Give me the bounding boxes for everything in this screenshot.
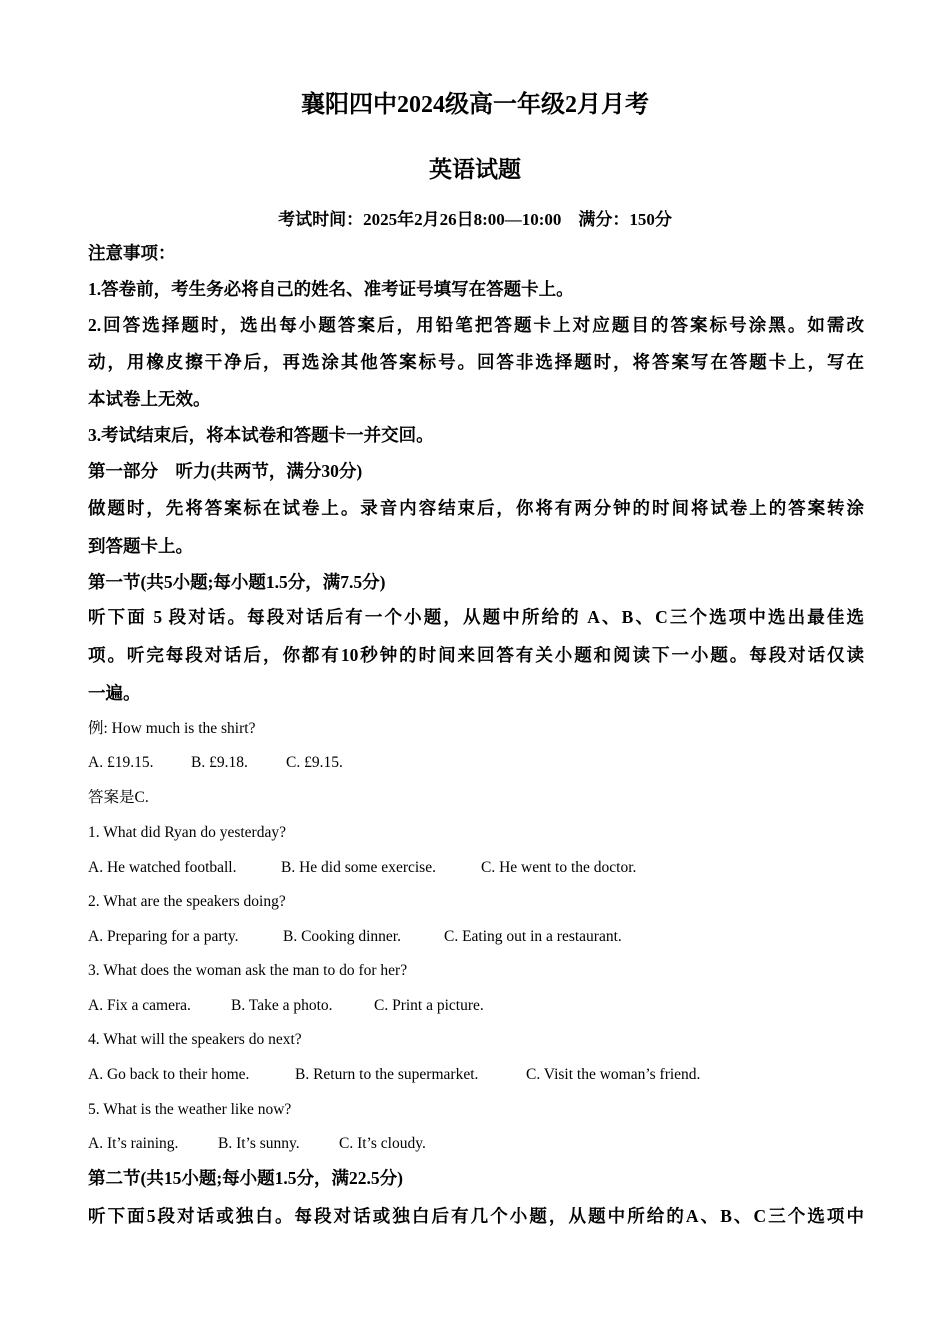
option-c: C. He went to the doctor. (481, 859, 637, 876)
question-3-options (88, 996, 864, 1016)
note-item-2-line-2: 动，用橡皮擦干净后，再选涂其他答案标号。回答非选择题时，将答案写在答题卡上，写在 (88, 352, 864, 372)
option-c: C. It’s cloudy. (339, 1135, 426, 1152)
question-5-options (88, 1134, 864, 1154)
option-b: B. It’s sunny. (218, 1135, 300, 1152)
option-a: A. Go back to their home. (88, 1066, 250, 1083)
exam-info: 考试时间：2025年2月26日8:00—10:00 满分：150分 (278, 210, 672, 229)
option-c: C. £9.15. (286, 754, 343, 771)
option-b: B. Return to the supermarket. (295, 1066, 479, 1083)
question-1: 1. What did Ryan do yesterday? (88, 824, 286, 841)
part1-heading: 第一部分 听力(共两节，满分30分) (88, 461, 363, 481)
option-a: A. Preparing for a party. (88, 928, 239, 945)
notes-heading: 注意事项： (88, 243, 176, 263)
question-2-options (88, 927, 864, 947)
section2-instr-line-1: 听下面5段对话或独白。每段对话或独白后有几个小题，从题中所给的A、B、C三个选项中 (88, 1206, 864, 1226)
option-a: A. It’s raining. (88, 1135, 179, 1152)
option-c: C. Eating out in a restaurant. (444, 928, 622, 945)
question-4-options (88, 1065, 864, 1085)
section1-heading: 第一节(共5小题;每小题1.5分，满7.5分) (88, 572, 386, 592)
option-b: B. Take a photo. (231, 997, 333, 1014)
section1-instr-line-2: 项。听完每段对话后，你都有10秒钟的时间来回答有关小题和阅读下一小题。每段对话仅读 (88, 645, 864, 665)
section2-heading: 第二节(共15小题;每小题1.5分，满22.5分) (88, 1168, 403, 1188)
question-4: 4. What will the speakers do next? (88, 1031, 302, 1048)
example-question: 例: How much is the shirt? (88, 720, 256, 737)
note-item-2-line-3: 本试卷上无效。 (88, 389, 211, 409)
exam-title: 襄阳四中2024级高一年级2月月考 (301, 92, 649, 118)
question-1-options (88, 858, 864, 878)
option-a: A. Fix a camera. (88, 997, 191, 1014)
part1-instr-line-1: 做题时，先将答案标在试卷上。录音内容结束后，你将有两分钟的时间将试卷上的答案转涂 (88, 498, 864, 518)
part1-instr-line-2: 到答题卡上。 (88, 536, 193, 556)
option-b: B. He did some exercise. (281, 859, 436, 876)
option-a: A. He watched football. (88, 859, 237, 876)
option-c: C. Visit the woman’s friend. (526, 1066, 701, 1083)
note-item-3: 3.考试结束后，将本试卷和答题卡一并交回。 (88, 425, 434, 445)
question-5: 5. What is the weather like now? (88, 1101, 292, 1118)
note-item-1: 1.答卷前，考生务必将自己的姓名、准考证号填写在答题卡上。 (88, 279, 574, 299)
example-answer: 答案是C. (88, 789, 149, 806)
example-options (88, 753, 864, 773)
section1-instr-line-1: 听下面 5 段对话。每段对话后有一个小题，从题中所给的 A、B、C三个选项中选出最佳选 (88, 607, 864, 627)
option-a: A. £19.15. (88, 754, 154, 771)
subject-title: 英语试题 (429, 157, 521, 182)
question-2: 2. What are the speakers doing? (88, 893, 286, 910)
option-b: B. Cooking dinner. (283, 928, 401, 945)
option-b: B. £9.18. (191, 754, 248, 771)
question-3: 3. What does the woman ask the man to do for her? (88, 962, 408, 979)
option-c: C. Print a picture. (374, 997, 484, 1014)
section1-instr-line-3: 一遍。 (88, 683, 141, 703)
note-item-2-line-1: 2.回答选择题时，选出每小题答案后，用铅笔把答题卡上对应题目的答案标号涂黑。如需改 (88, 315, 864, 335)
